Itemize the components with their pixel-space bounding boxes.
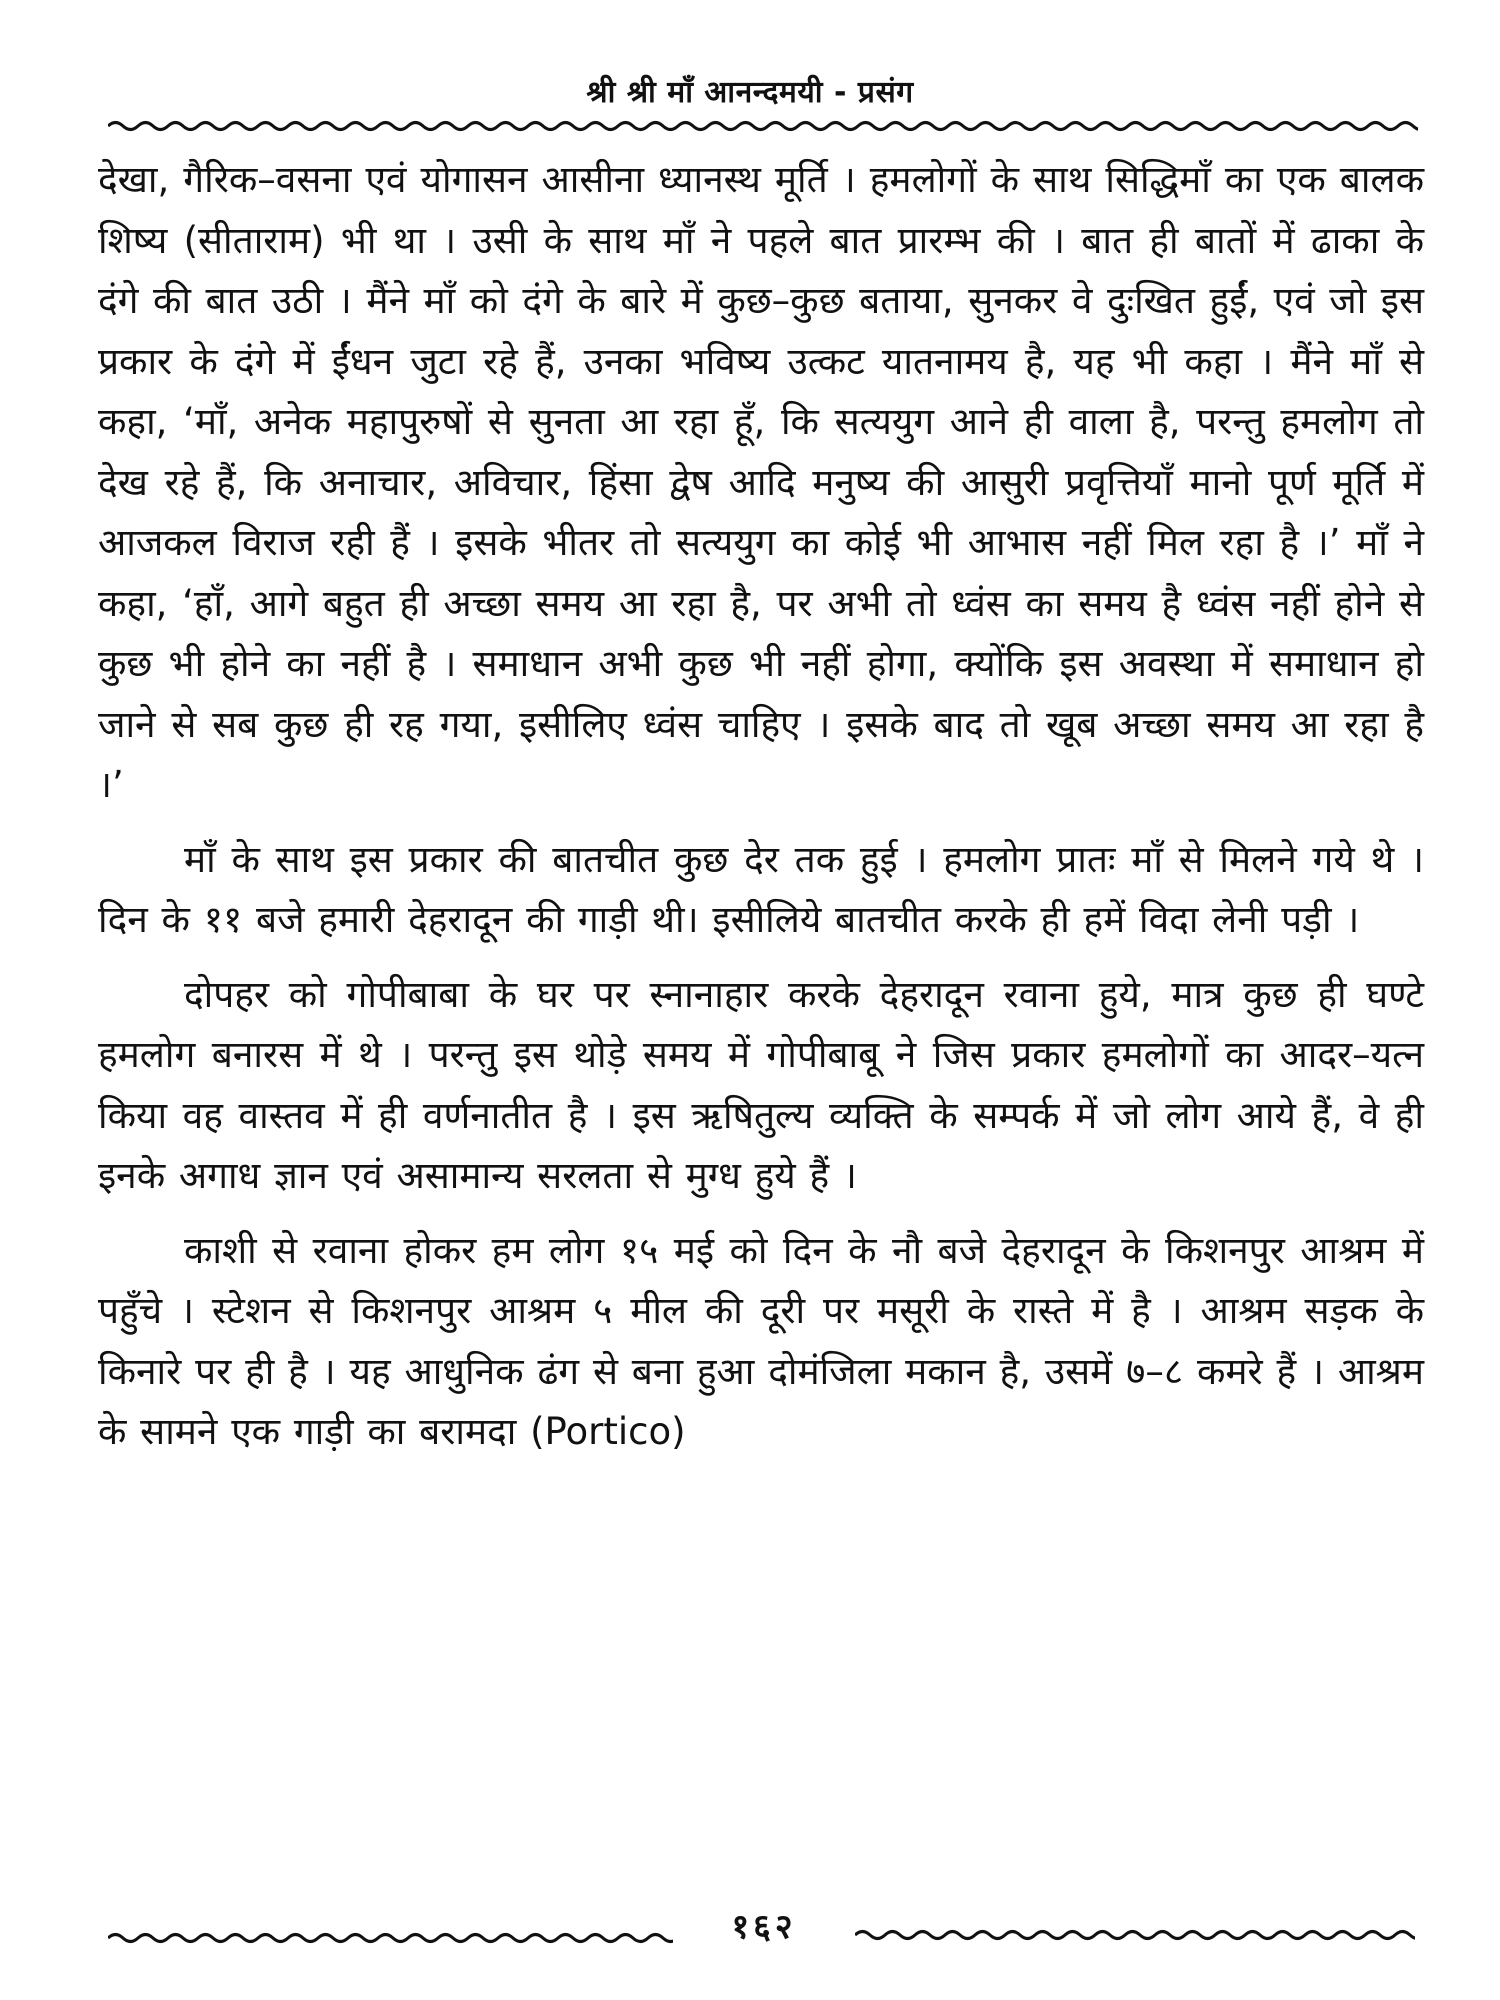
header-wavy-rule <box>108 116 1418 136</box>
running-title: श्री श्री माँ आनन्दमयी - प्रसंग <box>586 75 914 110</box>
page-number: १६२ <box>731 1907 797 1947</box>
paragraph-4: काशी से रवाना होकर हम लोग १५ मई को दिन के नौ बजे देहरादून के किशनपुर आश्रम में पहुँचे । स्टेशन से किशनपुर आश्रम ५ मील की दूरी पर मसूरी के रास्ते में है । आश्रम सड़क के किनारे पर ही है । यह आधुनिक ढंग से बना हुआ दोमंजिला मकान है, उसमें ७–८ कमरे हैं । आश्रम के सामने एक गाड़ी का बरामदा (Portico) <box>98 1228 1424 1453</box>
footer-wavy-rule-left <box>108 1928 673 1948</box>
footer-wavy-rule-right <box>855 1925 1415 1945</box>
header-wavy-rule-line <box>108 116 1418 136</box>
paragraph-1: देखा, गैरिक–वसना एवं योगासन आसीना ध्यानस्थ मूर्ति । हमलोगों के साथ सिद्धिमाँ का एक बालक शिष्य (सीताराम) भी था । उसी के साथ माँ ने पहले बात प्रारम्भ की । बात ही बातों में ढाका के दंगे की बात उठी । मैंने माँ को दंगे के बारे में कुछ–कुछ बताया, सुनकर वे दुःखित हुईं, एवं जो इस प्रकार के दंगे में ईंधन जुटा रहे हैं, उनका भविष्य उत्कट यातनामय है, यह भी कहा । मैंने माँ से कहा, ‘माँ, अनेक महापुरुषों से सुनता आ रहा हूँ, कि सत्ययुग आने ही वाला है, परन्तु हमलोग तो देख रहे हैं, कि अनाचार, अविचार, हिंसा द्वेष आदि मनुष्य की आसुरी प्रवृत्तियाँ मानो पूर्ण मूर्ति में आजकल विराज रही हैं । इसके भीतर तो सत्ययुग का कोई भी आभास नहीं मिल रहा है ।’ माँ ने कहा, ‘हाँ, आगे बहुत ही अच्छा समय आ रहा है, पर अभी तो ध्वंस का समय है ध्वंस नहीं होने से कुछ भी होने का नहीं है । समाधान अभी कुछ भी नहीं होगा, क्योंकि इस अवस्था में समाधान हो जाने से सब कुछ ही रह गया, इसीलिए ध्वंस चाहिए । इसके बाद तो खूब अच्छा समय आ रहा है ।’ <box>98 158 1424 806</box>
paragraph-3: दोपहर को गोपीबाबा के घर पर स्नानाहार करके देहरादून रवाना हुये, मात्र कुछ ही घण्टे हमलोग बनारस में थे । परन्तु इस थोड़े समय में गोपीबाबू ने जिस प्रकार हमलोगों का आदर–यत्न किया वह वास्तव में ही वर्णनातीत है । इस ऋषितुल्य व्यक्ति के सम्पर्क में जो लोग आये हैं, वे ही इनके अगाध ज्ञान एवं असामान्य सरलता से मुग्ध हुये हैं । <box>98 972 1424 1197</box>
body-text <box>98 150 1424 1463</box>
footer-wavy-rule-left-line <box>108 1928 673 1948</box>
paragraph-2: माँ के साथ इस प्रकार की बातचीत कुछ देर तक हुई । हमलोग प्रातः माँ से मिलने गये थे । दिन के ११ बजे हमारी देहरादून की गाड़ी थी। इसीलिये बातचीत करके ही हमें विदा लेनी पड़ी । <box>98 837 1424 941</box>
footer-wavy-rule-right-line <box>855 1925 1415 1945</box>
